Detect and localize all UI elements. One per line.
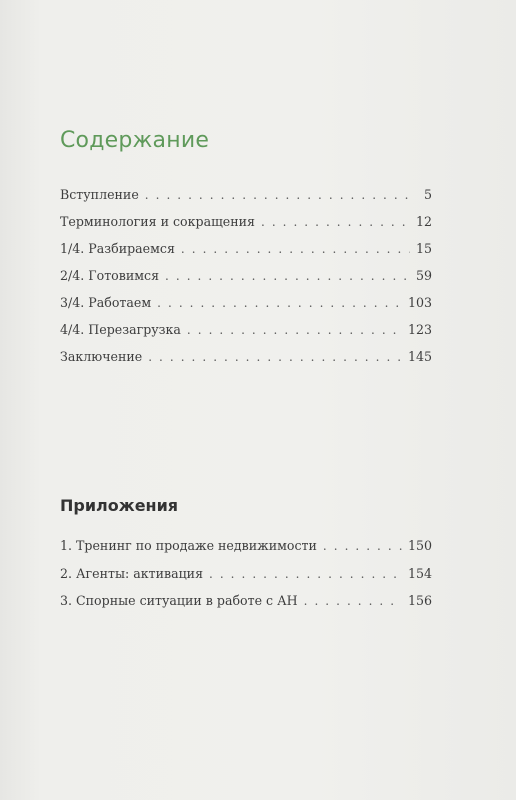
dot-leader (165, 269, 410, 283)
toc-entry (60, 241, 432, 268)
toc-entry-label: 1/4. Разбираемся (60, 241, 175, 256)
dot-leader (157, 296, 402, 310)
appendix-entry-page: 154 (407, 565, 432, 581)
toc-entry-label: 3/4. Работаем (60, 295, 152, 310)
toc-entry-page: 12 (415, 214, 432, 229)
appendix-entry-label: 3. Спорные ситуации в работе с АН (60, 593, 298, 608)
dot-leader (181, 242, 410, 256)
toc-entry-page: 123 (407, 322, 432, 337)
toc-entry-label: 2/4. Готовимся (60, 268, 160, 283)
appendix-entry-label: 2. Агенты: активация (60, 565, 204, 581)
toc-list (60, 187, 432, 376)
appendix-entry (60, 566, 432, 594)
toc-entry-page: 15 (415, 241, 432, 256)
toc-entry (60, 295, 432, 322)
toc-entry (60, 187, 432, 214)
toc-entry (60, 349, 432, 376)
toc-entry-page: 103 (407, 295, 432, 310)
toc-entry-label: Терминология и сокращения (60, 214, 255, 229)
dot-leader (148, 350, 402, 364)
appendix-title: Приложения (60, 496, 179, 515)
appendix-entry (60, 593, 432, 621)
toc-entry-page: 59 (415, 268, 432, 283)
dot-leader (187, 323, 402, 337)
toc-entry-label: 4/4. Перезагрузка (60, 322, 181, 337)
dot-leader (323, 539, 402, 553)
toc-entry-page: 5 (423, 187, 432, 202)
dot-leader (145, 188, 412, 202)
appendix-entry (60, 538, 432, 566)
appendix-list (60, 538, 432, 621)
toc-entry-label: Вступление (60, 187, 139, 202)
dot-leader (209, 567, 402, 581)
appendix-entry-label: 1. Тренинг по продаже недвижимости (60, 538, 317, 553)
toc-entry (60, 322, 432, 349)
appendix-entry-page: 156 (407, 593, 432, 608)
toc-entry-page: 145 (407, 349, 432, 364)
toc-entry (60, 214, 432, 241)
dot-leader (261, 215, 410, 229)
appendix-entry-page: 150 (407, 538, 432, 553)
dot-leader (304, 594, 402, 608)
toc-entry (60, 268, 432, 295)
toc-title: Содержание (60, 128, 210, 153)
toc-entry-label: Заключение (60, 349, 143, 364)
